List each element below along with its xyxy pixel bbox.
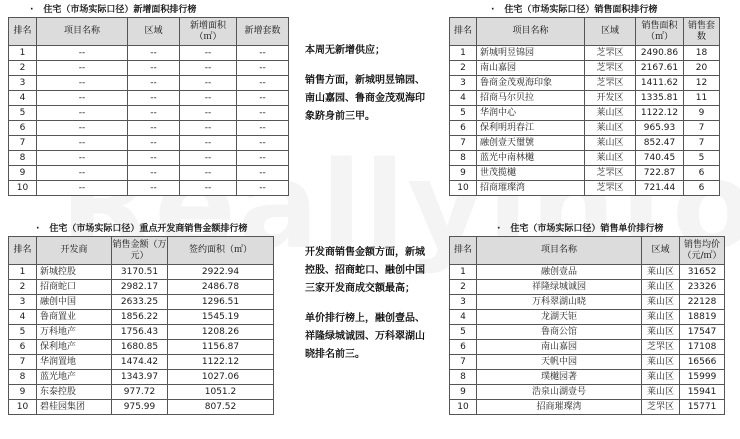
- table-row: [9, 151, 289, 166]
- table-cell: 鲁商金茂观海印象: [477, 76, 585, 91]
- table-row: [9, 340, 274, 355]
- table-cell: 7: [9, 136, 37, 151]
- table-cell: 莱山区: [642, 295, 680, 310]
- table-cell: --: [180, 136, 237, 151]
- table-cell: 6: [9, 340, 37, 355]
- table-cell: 2633.25: [112, 295, 168, 310]
- table-cell: 1122.12: [636, 106, 684, 121]
- table-cell: --: [37, 151, 128, 166]
- table-row: [450, 46, 720, 61]
- table-cell: 3: [9, 295, 37, 310]
- table-cell: 15999: [680, 370, 725, 385]
- table-cell: 芝罘区: [642, 400, 680, 415]
- table-cell: 1: [450, 46, 477, 61]
- table-cell: 2922.94: [168, 265, 274, 280]
- table-header-row: [450, 237, 725, 265]
- table-cell: 1474.42: [112, 355, 168, 370]
- table-cell: --: [128, 46, 180, 61]
- table-cell: 1756.43: [112, 325, 168, 340]
- table-cell: 天帆中园: [477, 355, 642, 370]
- table-cell: --: [180, 181, 237, 196]
- table-row: [450, 121, 720, 136]
- table-cell: --: [180, 166, 237, 181]
- table-cell: 浩泉山湖壹号: [477, 385, 642, 400]
- table-cell: 2486.78: [168, 280, 274, 295]
- table-cell: 1335.81: [636, 91, 684, 106]
- commentary-sales: 销售方面，新城明昱锦园、南山嘉园、鲁商金茂观海印象跻身前三甲。: [305, 75, 425, 122]
- table-cell: 1122.12: [168, 355, 274, 370]
- table-cell: 3: [450, 76, 477, 91]
- table-row: [450, 400, 725, 415]
- table-cell: 新城明昱锦园: [477, 46, 585, 61]
- table-cell: 莱山区: [642, 325, 680, 340]
- table-cell: --: [128, 76, 180, 91]
- table-row: [9, 325, 274, 340]
- table-cell: 芝罘区: [642, 340, 680, 355]
- table-cell: 17547: [680, 325, 725, 340]
- table-cell: --: [237, 91, 289, 106]
- table-cell: 8: [9, 151, 37, 166]
- table-row: [9, 265, 274, 280]
- column-header: 排名: [450, 18, 477, 46]
- table-cell: --: [237, 166, 289, 181]
- new-area-ranking-panel: [8, 3, 293, 196]
- table-cell: 招商马尔贝拉: [477, 91, 585, 106]
- table-cell: 祥隆绿城诚园: [477, 280, 642, 295]
- unit-price-ranking-title: · 住宅（市场实际口径）销售单价排行榜: [497, 224, 664, 234]
- table-row: [450, 76, 720, 91]
- table-row: [9, 370, 274, 385]
- table-cell: 16566: [680, 355, 725, 370]
- table-cell: 2: [9, 61, 37, 76]
- table-cell: 23326: [680, 280, 725, 295]
- table-cell: --: [180, 61, 237, 76]
- developer-ranking-title: · 住宅（市场实际口径）重点开发商销售金额排行榜: [36, 224, 248, 234]
- table-cell: --: [180, 121, 237, 136]
- table-cell: 鲁商置业: [37, 310, 112, 325]
- table-row: [450, 325, 725, 340]
- table-cell: --: [237, 106, 289, 121]
- table-cell: 740.45: [636, 151, 684, 166]
- table-header-row: [9, 237, 274, 265]
- table-cell: 莱山区: [642, 310, 680, 325]
- table-cell: 蓝光地产: [37, 370, 112, 385]
- table-cell: 22128: [680, 295, 725, 310]
- table-cell: 招商璀璨湾: [477, 400, 642, 415]
- table-cell: --: [180, 76, 237, 91]
- table-cell: 1027.06: [168, 370, 274, 385]
- table-cell: 6: [450, 121, 477, 136]
- table-cell: 15771: [680, 400, 725, 415]
- table-cell: --: [37, 136, 128, 151]
- table-cell: --: [128, 91, 180, 106]
- table-cell: 招商璀璨湾: [477, 181, 585, 196]
- table-cell: --: [37, 166, 128, 181]
- table-cell: 10: [450, 181, 477, 196]
- table-cell: 2982.17: [112, 280, 168, 295]
- table-row: [9, 76, 289, 91]
- table-row: [450, 370, 725, 385]
- table-cell: 招商蛇口: [37, 280, 112, 295]
- commentary-developers: 开发商销售金额方面，新城控股、招商蛇口、融创中国三家开发商成交额最高；: [305, 247, 425, 294]
- table-cell: 807.52: [168, 400, 274, 415]
- column-header: 项目名称: [37, 18, 128, 46]
- table-cell: 华润置地: [37, 355, 112, 370]
- table-row: [9, 310, 274, 325]
- table-cell: 9: [9, 166, 37, 181]
- table-cell: 4: [9, 310, 37, 325]
- table-cell: 10: [9, 181, 37, 196]
- table-cell: 融创中国: [37, 295, 112, 310]
- commentary-unit-price: 单价排行榜上，融创壹品、祥隆绿城诚园、万科翠湖山晓排名前三。: [305, 313, 425, 360]
- table-cell: 5: [9, 106, 37, 121]
- table-cell: 965.93: [636, 121, 684, 136]
- table-cell: 璞樾园著: [477, 370, 642, 385]
- table-cell: 3: [450, 295, 477, 310]
- table-row: [450, 385, 725, 400]
- table-cell: --: [237, 181, 289, 196]
- table-row: [9, 181, 289, 196]
- table-cell: 1856.22: [112, 310, 168, 325]
- column-header: 新增面积（㎡）: [180, 18, 237, 46]
- table-cell: 20: [684, 61, 720, 76]
- table-cell: 芝罘区: [585, 46, 636, 61]
- table-cell: --: [180, 106, 237, 121]
- table-cell: 6: [684, 181, 720, 196]
- table-cell: --: [37, 106, 128, 121]
- table-cell: 东泰控股: [37, 385, 112, 400]
- table-row: [450, 280, 725, 295]
- unit-price-ranking-table: [449, 236, 725, 415]
- developer-ranking-table: [8, 236, 274, 415]
- developer-ranking-panel: [8, 222, 293, 415]
- sales-area-ranking-table: [449, 17, 720, 196]
- table-cell: 7: [450, 355, 477, 370]
- table-cell: 融创壹品: [477, 265, 642, 280]
- table-cell: 莱山区: [585, 151, 636, 166]
- column-header: 销售面积（㎡）: [636, 18, 684, 46]
- table-cell: --: [37, 91, 128, 106]
- table-row: [9, 166, 289, 181]
- table-cell: --: [237, 46, 289, 61]
- table-cell: --: [128, 136, 180, 151]
- table-header-row: [450, 18, 720, 46]
- column-header: 排名: [450, 237, 477, 265]
- table-row: [450, 310, 725, 325]
- table-cell: 蓝光中南林樾: [477, 151, 585, 166]
- table-row: [9, 61, 289, 76]
- table-cell: --: [128, 151, 180, 166]
- table-cell: 6: [450, 340, 477, 355]
- table-cell: 975.99: [112, 400, 168, 415]
- table-cell: 8: [450, 370, 477, 385]
- table-row: [9, 136, 289, 151]
- table-cell: 1051.2: [168, 385, 274, 400]
- table-cell: 2167.61: [636, 61, 684, 76]
- table-cell: 莱山区: [642, 385, 680, 400]
- table-cell: --: [237, 121, 289, 136]
- table-row: [9, 121, 289, 136]
- table-row: [450, 181, 720, 196]
- table-cell: 碧桂园集团: [37, 400, 112, 415]
- column-header: 销售均价（元/㎡）: [680, 237, 725, 265]
- table-cell: --: [37, 181, 128, 196]
- table-row: [450, 265, 725, 280]
- commentary-bottom: [305, 244, 433, 376]
- table-cell: 1680.85: [112, 340, 168, 355]
- table-cell: 7: [684, 136, 720, 151]
- table-cell: 芝罘区: [585, 61, 636, 76]
- column-header: 区域: [585, 18, 636, 46]
- new-area-ranking-table: [8, 17, 289, 196]
- unit-price-ranking-panel: [449, 222, 734, 415]
- table-cell: 鲁商公馆: [477, 325, 642, 340]
- table-cell: 保利明玥春江: [477, 121, 585, 136]
- table-row: [450, 166, 720, 181]
- table-header-row: [9, 18, 289, 46]
- table-cell: 万科地产: [37, 325, 112, 340]
- table-row: [450, 106, 720, 121]
- table-cell: 芝罘区: [585, 166, 636, 181]
- table-cell: 8: [450, 151, 477, 166]
- table-row: [9, 46, 289, 61]
- table-cell: 开发区: [585, 91, 636, 106]
- column-header: 项目名称: [477, 237, 642, 265]
- table-cell: 9: [684, 106, 720, 121]
- table-cell: 融创壹天璽號: [477, 136, 585, 151]
- table-cell: 852.47: [636, 136, 684, 151]
- table-cell: --: [37, 121, 128, 136]
- table-cell: 1: [450, 265, 477, 280]
- table-cell: 万科翠湖山晓: [477, 295, 642, 310]
- table-cell: 2: [450, 280, 477, 295]
- column-header: 销售套数: [684, 18, 720, 46]
- column-header: 排名: [9, 18, 37, 46]
- table-cell: 18: [684, 46, 720, 61]
- table-cell: 9: [9, 385, 37, 400]
- table-cell: 4: [450, 91, 477, 106]
- table-cell: --: [128, 61, 180, 76]
- table-cell: 5: [450, 325, 477, 340]
- table-cell: 莱山区: [642, 280, 680, 295]
- table-cell: 2: [450, 61, 477, 76]
- table-cell: --: [128, 166, 180, 181]
- table-cell: 龙湖天钜: [477, 310, 642, 325]
- table-cell: 1208.26: [168, 325, 274, 340]
- table-cell: --: [37, 61, 128, 76]
- table-cell: 1296.51: [168, 295, 274, 310]
- table-cell: 977.72: [112, 385, 168, 400]
- table-cell: 4: [450, 310, 477, 325]
- table-cell: 7: [450, 136, 477, 151]
- table-cell: 3: [9, 76, 37, 91]
- table-cell: 芝罘区: [585, 181, 636, 196]
- table-row: [450, 61, 720, 76]
- table-cell: 5: [684, 151, 720, 166]
- table-cell: --: [237, 76, 289, 91]
- table-row: [450, 91, 720, 106]
- table-cell: 新城控股: [37, 265, 112, 280]
- table-cell: 5: [9, 325, 37, 340]
- column-header: 开发商: [37, 237, 112, 265]
- table-cell: 722.87: [636, 166, 684, 181]
- column-header: 区域: [642, 237, 680, 265]
- table-cell: 2: [9, 280, 37, 295]
- table-cell: 1: [9, 46, 37, 61]
- table-row: [450, 355, 725, 370]
- table-cell: 4: [9, 91, 37, 106]
- table-cell: 南山嘉园: [477, 61, 585, 76]
- column-header: 新增套数: [237, 18, 289, 46]
- table-cell: --: [237, 136, 289, 151]
- table-cell: 7: [684, 121, 720, 136]
- table-cell: 18819: [680, 310, 725, 325]
- commentary-top: [305, 42, 433, 138]
- table-cell: 1411.62: [636, 76, 684, 91]
- table-cell: --: [128, 181, 180, 196]
- table-row: [9, 91, 289, 106]
- table-cell: 1545.19: [168, 310, 274, 325]
- table-cell: 6: [684, 166, 720, 181]
- table-cell: 5: [450, 106, 477, 121]
- table-cell: 莱山区: [585, 136, 636, 151]
- table-cell: 世茂揽樾: [477, 166, 585, 181]
- table-cell: 华润中心: [477, 106, 585, 121]
- table-cell: 6: [9, 121, 37, 136]
- sales-area-ranking-panel: [449, 3, 734, 196]
- table-row: [450, 136, 720, 151]
- table-cell: 芝罘区: [585, 76, 636, 91]
- table-row: [450, 340, 725, 355]
- table-cell: --: [237, 61, 289, 76]
- table-row: [450, 151, 720, 166]
- table-row: [9, 280, 274, 295]
- table-row: [9, 385, 274, 400]
- column-header: 项目名称: [477, 18, 585, 46]
- table-cell: 保利地产: [37, 340, 112, 355]
- table-cell: 7: [9, 355, 37, 370]
- table-cell: 莱山区: [642, 355, 680, 370]
- table-cell: 3170.51: [112, 265, 168, 280]
- table-cell: 莱山区: [585, 106, 636, 121]
- table-cell: 10: [9, 400, 37, 415]
- column-header: 签约面积（㎡）: [168, 237, 274, 265]
- table-row: [9, 106, 289, 121]
- new-area-ranking-title: · 住宅（市场实际口径）新增面积排行榜: [30, 5, 197, 15]
- table-cell: 17108: [680, 340, 725, 355]
- table-cell: 10: [450, 400, 477, 415]
- table-cell: 8: [9, 370, 37, 385]
- table-cell: 莱山区: [585, 121, 636, 136]
- table-cell: --: [37, 46, 128, 61]
- table-cell: --: [37, 76, 128, 91]
- table-cell: 1343.97: [112, 370, 168, 385]
- table-cell: 9: [450, 385, 477, 400]
- table-cell: 31652: [680, 265, 725, 280]
- table-cell: 2490.86: [636, 46, 684, 61]
- table-cell: 721.44: [636, 181, 684, 196]
- table-row: [9, 295, 274, 310]
- column-header: 销售金额（万元）: [112, 237, 168, 265]
- table-cell: --: [180, 91, 237, 106]
- table-cell: 1: [9, 265, 37, 280]
- sales-area-ranking-title: · 住宅（市场实际口径）销售面积排行榜: [491, 5, 658, 15]
- table-cell: --: [128, 121, 180, 136]
- table-row: [9, 400, 274, 415]
- table-cell: --: [180, 46, 237, 61]
- table-row: [450, 295, 725, 310]
- column-header: 区域: [128, 18, 180, 46]
- table-cell: 15941: [680, 385, 725, 400]
- table-cell: --: [237, 151, 289, 166]
- table-row: [9, 355, 274, 370]
- table-cell: 9: [450, 166, 477, 181]
- commentary-new-supply: 本周无新增供应；: [305, 45, 385, 56]
- column-header: 排名: [9, 237, 37, 265]
- table-cell: 莱山区: [642, 265, 680, 280]
- table-cell: 12: [684, 76, 720, 91]
- table-cell: --: [180, 151, 237, 166]
- table-cell: 11: [684, 91, 720, 106]
- table-cell: 南山嘉园: [477, 340, 642, 355]
- table-cell: 1156.87: [168, 340, 274, 355]
- table-cell: --: [128, 106, 180, 121]
- table-cell: 莱山区: [642, 370, 680, 385]
